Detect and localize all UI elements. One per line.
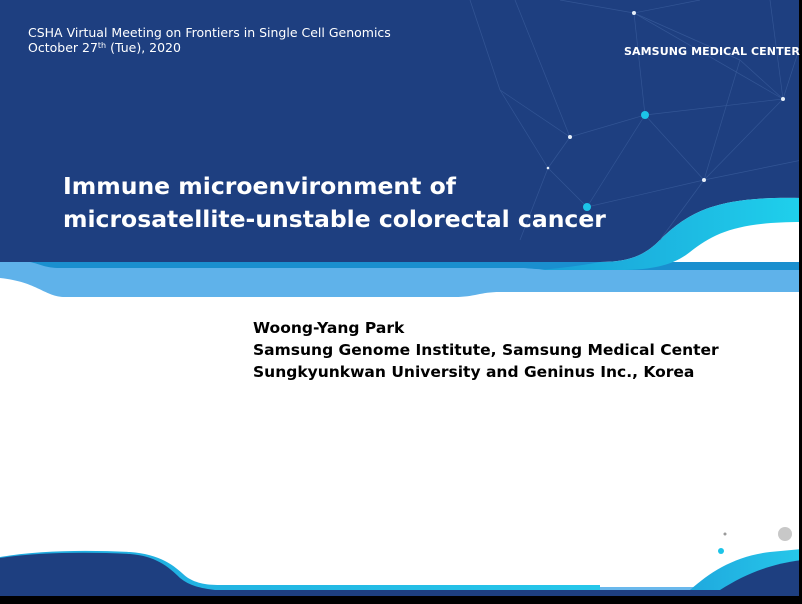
slide-title [63, 170, 606, 236]
author-block [253, 317, 719, 383]
conference-date: October 27th (Tue), 2020 [28, 40, 181, 55]
author-affiliation-2: Sungkyunkwan University and Geninus Inc., Korea [253, 363, 695, 381]
samsung-medical-center-logo: SAMSUNG MEDICAL CENTER [624, 45, 800, 58]
author-affiliation-1: Samsung Genome Institute, Samsung Medical Center [253, 341, 719, 359]
title-line-1: Immune microenvironment of [63, 172, 456, 200]
decorative-dots [718, 527, 792, 554]
author-name: Woong-Yang Park [253, 319, 405, 337]
footer-band [0, 549, 802, 604]
title-line-2: microsatellite-unstable colorectal cancer [63, 205, 606, 233]
conference-info [28, 25, 391, 55]
conference-name: CSHA Virtual Meeting on Frontiers in Single Cell Genomics [28, 25, 391, 40]
